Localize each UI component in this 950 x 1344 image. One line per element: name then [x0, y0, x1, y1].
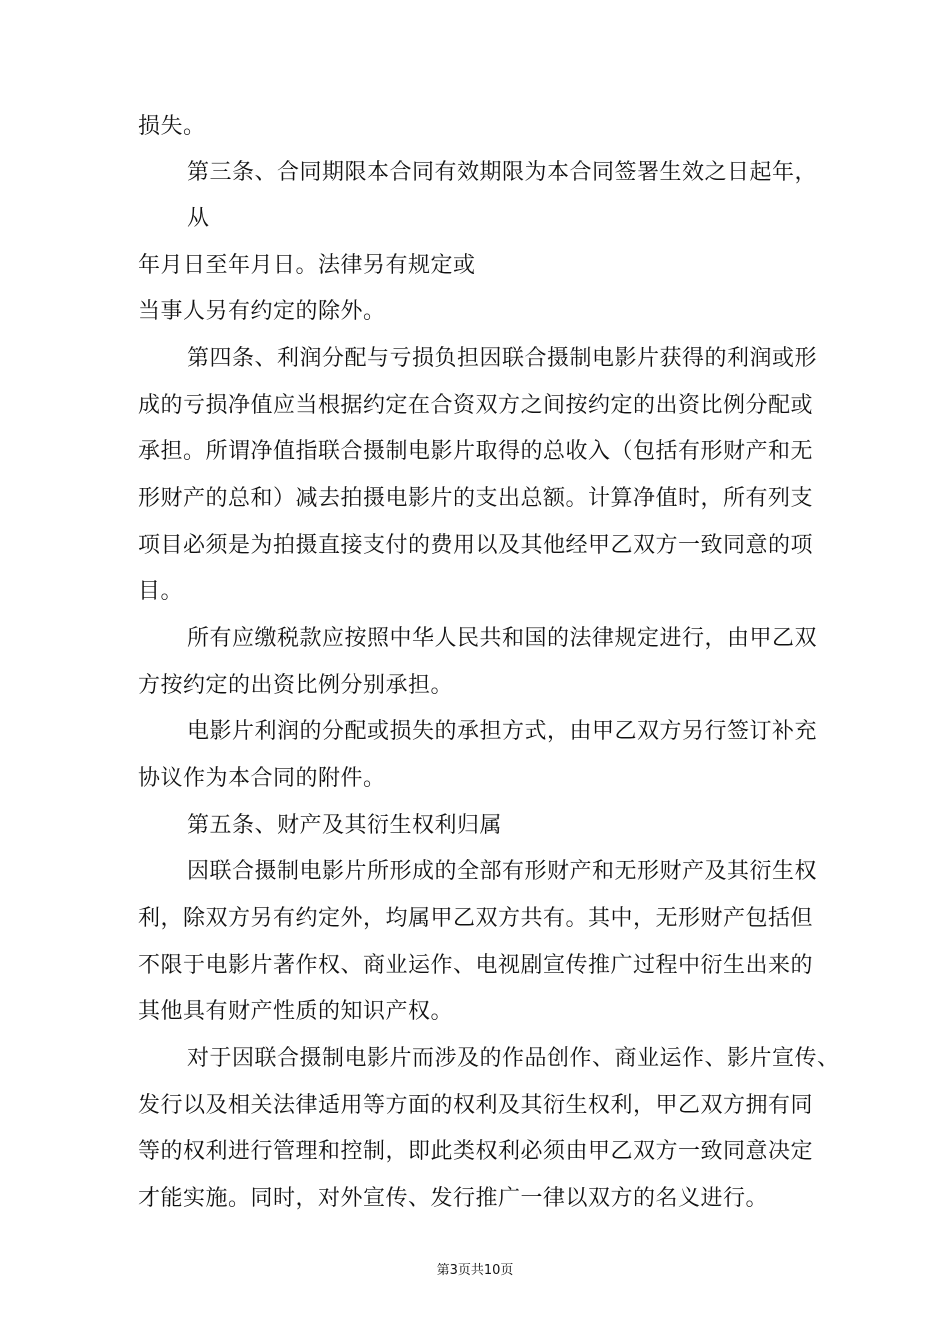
- text-line: 成的亏损净值应当根据约定在合资双方之间按约定的出资比例分配或: [138, 393, 814, 418]
- text-line: 不限于电影片著作权、商业运作、电视剧宣传推广过程中衍生出来的: [138, 953, 814, 978]
- page-number: 第3页共10页: [436, 1263, 514, 1278]
- text-line: 方按约定的出资比例分别承担。: [138, 673, 454, 698]
- text-line: 承担。所谓净值指联合摄制电影片取得的总收入（包括有形财产和无: [138, 439, 814, 464]
- text-line: 协议作为本合同的附件。: [138, 766, 386, 791]
- text-line: 利，除双方另有约定外，均属甲乙双方共有。其中，无形财产包括但: [138, 906, 814, 931]
- text-line: 才能实施。同时，对外宣传、发行推广一律以双方的名义进行。: [138, 1186, 769, 1211]
- text-line: 发行以及相关法律适用等方面的权利及其衍生权利，甲乙双方拥有同: [138, 1093, 814, 1118]
- text-line: 损失。: [138, 114, 206, 139]
- text-line: 所有应缴税款应按照中华人民共和国的法律规定进行，由甲乙双: [187, 626, 818, 651]
- text-line: 第四条、利润分配与亏损负担因联合摄制电影片获得的利润或形: [187, 346, 818, 371]
- text-line: 第五条、财产及其衍生权利归属: [187, 813, 503, 838]
- text-line: 年月日至年月日。法律另有规定或: [138, 253, 476, 278]
- text-line: 项目必须是为拍摄直接支付的费用以及其他经甲乙双方一致同意的项: [138, 533, 814, 558]
- text-line: 其他具有财产性质的知识产权。: [138, 999, 454, 1024]
- text-line: 因联合摄制电影片所形成的全部有形财产和无形财产及其衍生权: [187, 859, 818, 884]
- text-line: 对于因联合摄制电影片而涉及的作品创作、商业运作、影片宣传、: [187, 1046, 840, 1071]
- text-line: 电影片利润的分配或损失的承担方式，由甲乙双方另行签订补充: [187, 719, 818, 744]
- text-line: 第三条、合同期限本合同有效期限为本合同签署生效之日起年，: [187, 160, 818, 185]
- text-line: 当事人另有约定的除外。: [138, 299, 386, 324]
- text-line: 等的权利进行管理和控制，即此类权利必须由甲乙双方一致同意决定: [138, 1139, 814, 1164]
- text-line: 目。: [138, 579, 184, 604]
- text-line: 从: [187, 206, 210, 231]
- text-line: 形财产的总和）减去拍摄电影片的支出总额。计算净值时，所有列支: [138, 486, 814, 511]
